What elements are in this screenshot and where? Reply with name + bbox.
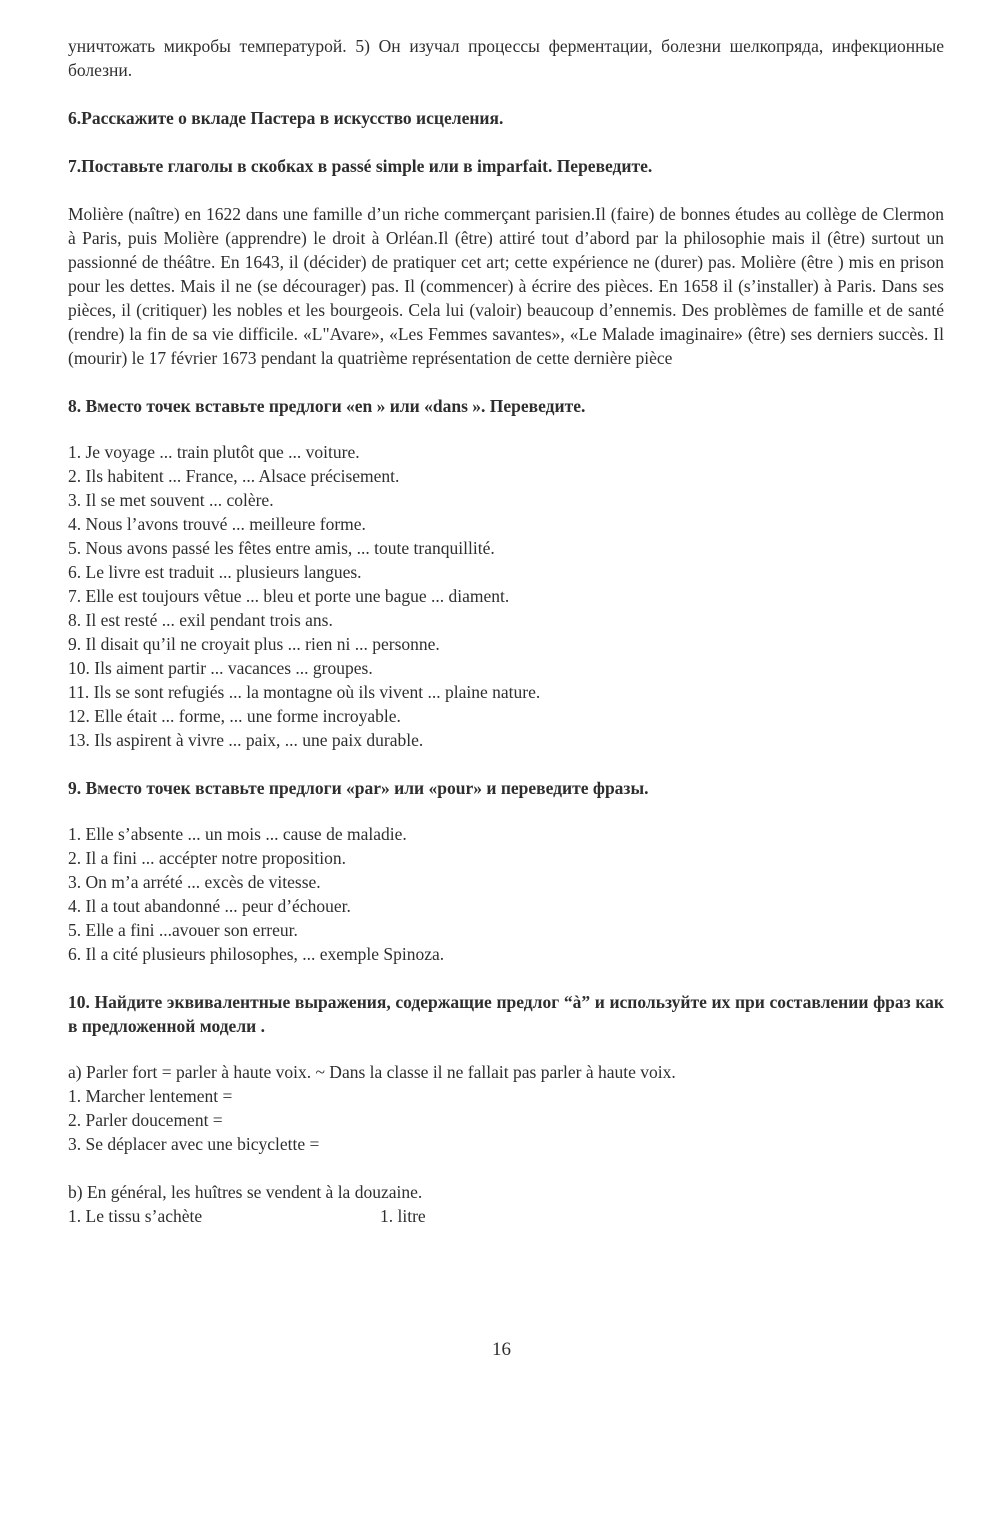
list-item: 3. Se déplacer avec une bicyclette = [68,1134,320,1154]
page-number: 16 [492,1339,511,1360]
list-item: 1. Marcher lentement = [68,1086,233,1106]
section9-heading: 9. Вместо точек вставьте предлоги «par» или «pour» и переведите фразы. [68,778,649,798]
list-item: 1. Elle s’absente ... un mois ... cause de maladie. [68,824,407,844]
list-item: 12. Elle était ... forme, ... une forme incroyable. [68,706,401,726]
list-item: 3. Il se met souvent ... colère. [68,490,274,510]
list-item: 1. Je voyage ... train plutôt que ... voiture. [68,442,360,462]
section10-heading: 10. Найдите эквивалентные выражения, содержащие предлог “à” и используйте их при составлении фраз как в предложенной модели . [68,992,944,1036]
b-row-left: 1. Le tissu s’achète [68,1206,203,1226]
list-item: 6. Le livre est traduit ... plusieurs langues. [68,562,362,582]
list-item: 10. Ils aiment partir ... vacances ... groupes. [68,658,373,678]
list-item: 5. Nous avons passé les fêtes entre amis, ... toute tranquillité. [68,538,495,558]
section10-example-a: a) Parler fort = parler à haute voix. ~ Dans la classe il ne fallait pas parler à haute voix. [68,1062,676,1082]
list-item: 6. Il a cité plusieurs philosophes, ... exemple Spinoza. [68,944,445,964]
page-content [68,34,944,1228]
list-item: 13. Ils aspirent à vivre ... paix, ... une paix durable. [68,730,424,750]
list-item: 11. Ils se sont refugiés ... la montagne où ils vivent ... plaine nature. [68,682,541,702]
list-item: 8. Il est resté ... exil pendant trois ans. [68,610,333,630]
section10-list-a [68,1084,944,1156]
intro-paragraph: уничтожать микробы температурой. 5) Он изучал процессы ферментации, болезни шелкопряда, инфекционные болезни. [68,36,944,80]
list-item: 5. Elle a fini ...avouer son erreur. [68,920,298,940]
section9-list [68,822,944,966]
section8-list [68,440,944,752]
list-item: 3. On m’a arrété ... excès de vitesse. [68,872,321,892]
list-item: 2. Parler doucement = [68,1110,223,1130]
section10-example-b: b) En général, les huîtres se vendent à la douzaine. [68,1182,423,1202]
section7-heading: 7.Поставьте глаголы в скобках в passé simple или в imparfait. Переведите. [68,156,653,176]
b-row-right: 1. litre [380,1206,426,1226]
list-item: 2. Ils habitent ... France, ... Alsace précisement. [68,466,400,486]
section8-heading: 8. Вместо точек вставьте предлоги «en » или «dans ». Переведите. [68,396,586,416]
list-item: 4. Il a tout abandonné ... peur d’échouer. [68,896,351,916]
list-item: 9. Il disait qu’il ne croyait plus ... rien ni ... personne. [68,634,440,654]
section6-heading: 6.Расскажите о вкладе Пастера в искусство исцеления. [68,108,504,128]
list-item: 2. Il a fini ... accépter notre proposition. [68,848,346,868]
list-item: 7. Elle est toujours vêtue ... bleu et porte une bague ... diament. [68,586,510,606]
list-item: 4. Nous l’avons trouvé ... meilleure forme. [68,514,366,534]
section7-paragraph: Molière (naître) en 1622 dans une famille d’un riche commerçant parisien.Il (faire) de bonnes études au collège de Clermon à Paris, puis Molière (apprendre) le droit à Orléan.Il (être) attiré tout d’abord par la philosophie mais il (être) surtout un passionné de théâtre. En 1643, il (décider) de pratiquer cet art; cette expérience ne (durer) pas. Molière (être ) mis en prison pour les dettes. Mais il ne (se décourager) pas. Il (commencer) à écrire des pièces. En 1658 il (s’installer) à Paris. Dans ses pièces, il (critiquer) les nobles et les bourgeois. Cela lui (valoir) beaucoup d’ennemis. Des problèmes de famille et de santé (rendre) la fin de sa vie difficile. «L"Avare», «Les Femmes savantes», «Le Malade imaginaire» (être) ses derniers succès. Il (mourir) le 17 février 1673 pendant la quatrième représentation de cette dernière pièce [68,204,944,368]
section10-b-row [68,1204,944,1228]
